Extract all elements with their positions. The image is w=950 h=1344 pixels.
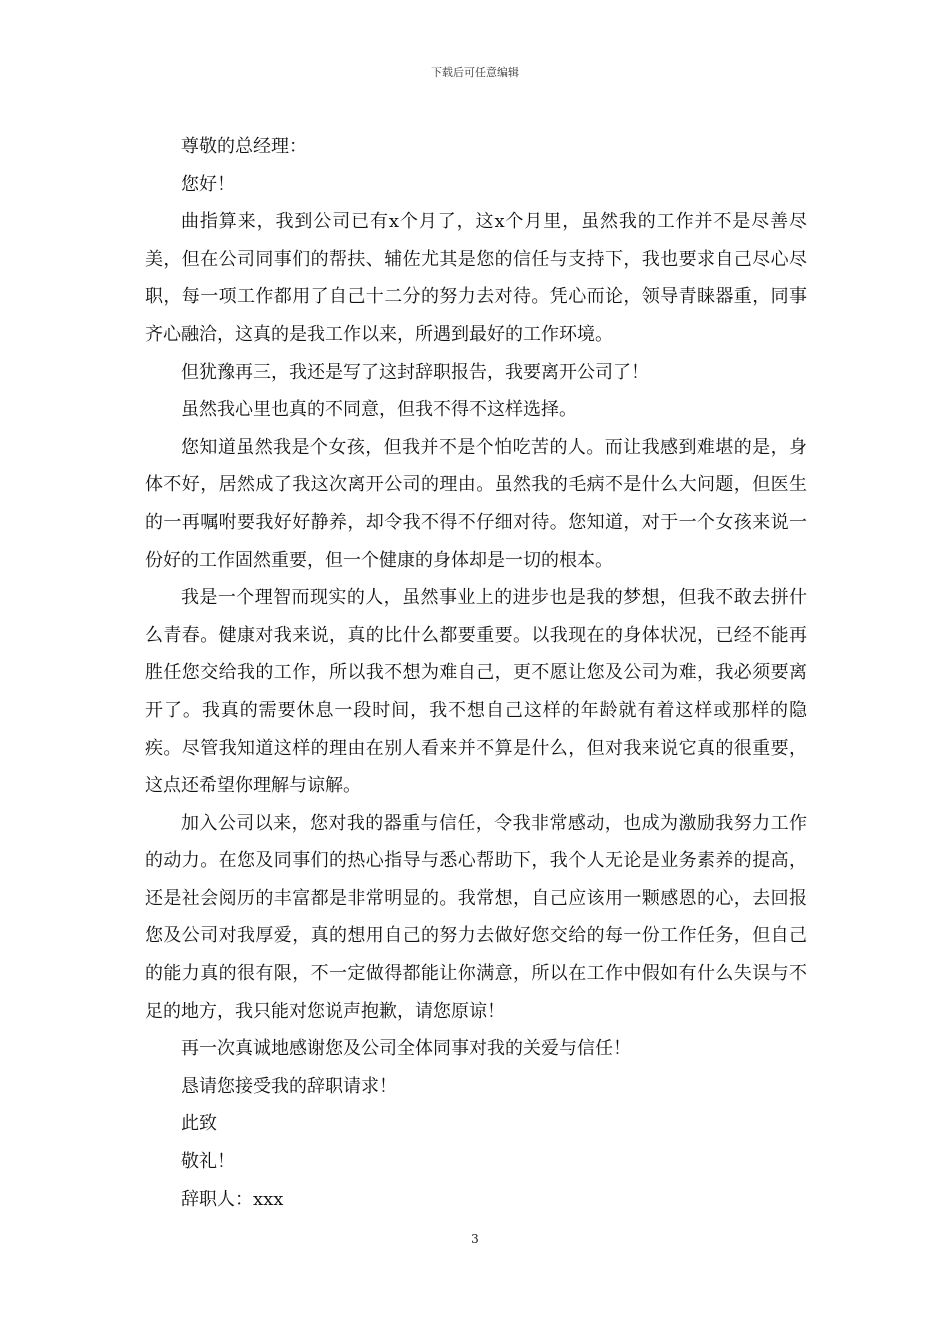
paragraph-intro: 曲指算来，我到公司已有x个月了，这x个月里，虽然我的工作并不是尽善尽美，但在公司同事们的帮扶、辅佐尤其是您的信任与支持下，我也要求自己尽心尽职，每一项工作都用了自己十二分的努力去对待。凭心而论，领导青睐器重，同事齐心融洽，这真的是我工作以来，所遇到最好的工作环境。 <box>145 211 807 345</box>
closing-salute: 敬礼！ <box>181 1151 235 1173</box>
paragraph-decision: 但犹豫再三，我还是写了这封辞职报告，我要离开公司了！ <box>181 361 649 383</box>
salutation: 尊敬的总经理： <box>181 136 307 157</box>
page-header: 下载后可任意编辑 <box>431 66 519 79</box>
paragraph-thanks: 再一次真诚地感谢您及公司全体同事对我的关爱与信任！ <box>181 1038 631 1060</box>
letter-body <box>145 128 807 1218</box>
paragraph-gratitude: 加入公司以来，您对我的器重与信任，令我非常感动，也成为激励我努力工作的动力。在您及同事们的热心指导与悉心帮助下，我个人无论是业务素养的提高，还是社会阅历的丰富都是非常明显的。我常想，自己应该用一颗感恩的心，去回报您及公司对我厚爱，真的想用自己的努力去做好您交给的每一份工作任务，但自己的能力真的很有限，不一定做得都能让你满意，所以在工作中假如有什么失误与不足的地方，我只能对您说声抱歉，请您原谅！ <box>145 812 807 1022</box>
paragraph-choice: 虽然我心里也真的不同意，但我不得不这样选择。 <box>181 399 577 421</box>
signature-line: 辞职人：xxx <box>181 1188 284 1210</box>
paragraph-request: 恳请您接受我的辞职请求！ <box>181 1075 397 1097</box>
closing-phrase: 此致 <box>181 1113 217 1135</box>
greeting: 您好！ <box>181 173 235 195</box>
page-number: 3 <box>471 1232 479 1246</box>
paragraph-health-priority: 我是一个理智而现实的人，虽然事业上的进步也是我的梦想，但我不敢去拼什么青春。健康对我来说，真的比什么都要重要。以我现在的身体状况，已经不能再胜任您交给我的工作，所以我不想为难自己，更不愿让您及公司为难，我必须要离开了。我真的需要休息一段时间，我不想自己这样的年龄就有着这样或那样的隐疾。尽管我知道这样的理由在别人看来并不算是什么，但对我来说它真的很重要，这点还希望你理解与谅解。 <box>145 587 807 797</box>
paragraph-health-reason: 您知道虽然我是个女孩，但我并不是个怕吃苦的人。而让我感到难堪的是，身体不好，居然成了我这次离开公司的理由。虽然我的毛病不是什么大问题，但医生的一再嘱咐要我好好静养，却令我不得不仔细对待。您知道，对于一个女孩来说一份好的工作固然重要，但一个健康的身体却是一切的根本。 <box>145 436 807 571</box>
